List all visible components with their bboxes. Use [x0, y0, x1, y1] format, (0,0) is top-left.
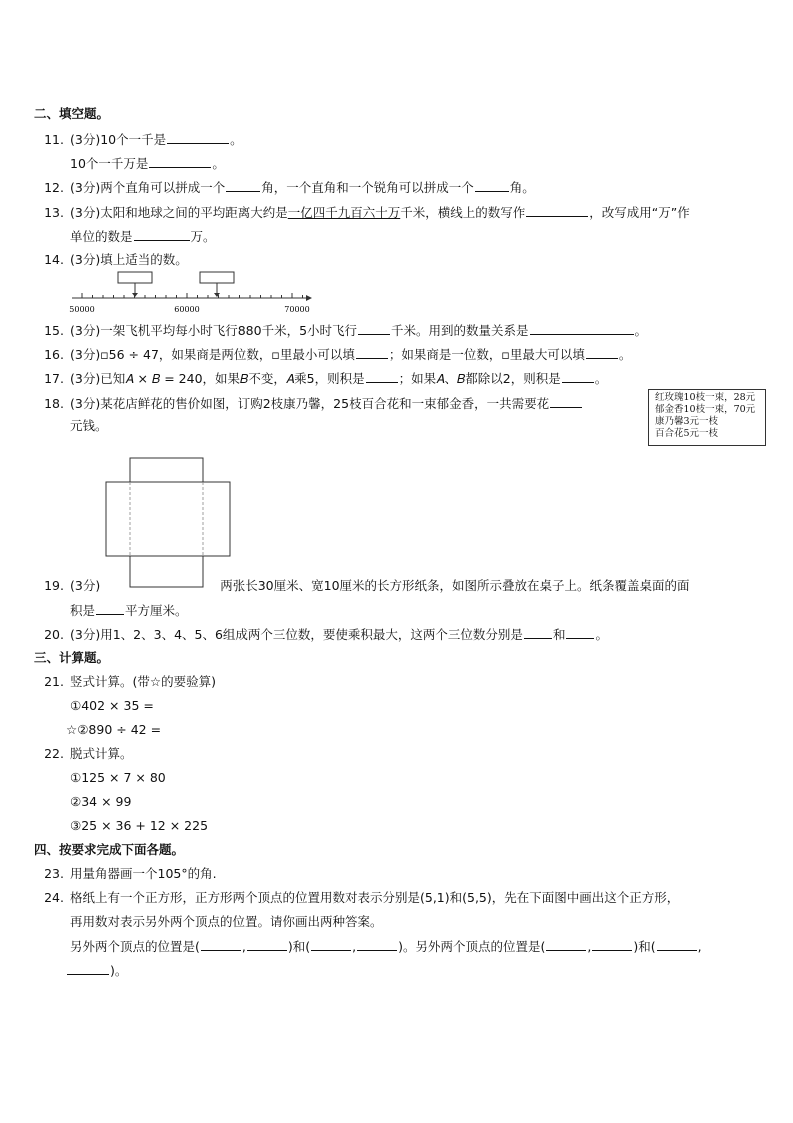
horizontal-paper-strip	[106, 482, 230, 556]
question-11-line2: 10个一千万是 。	[70, 156, 225, 171]
question-12: 12. (3分)两个直角可以拼成一个 角，一个直角和一个锐角可以拼成一个 角。	[44, 180, 535, 195]
price-item: 康乃馨3元一枝	[655, 416, 719, 427]
question-11: 11. (3分)10个一千是 。	[44, 132, 243, 147]
price-item: 百合花5元一枝	[655, 428, 719, 439]
answer-blank[interactable]	[566, 626, 594, 639]
number-line-answer-box-2[interactable]	[200, 272, 234, 283]
answer-blank[interactable]	[67, 962, 109, 975]
calc-item: ☆②890 ÷ 42 =	[66, 722, 162, 737]
answer-blank[interactable]	[358, 322, 390, 335]
number-line-figure	[60, 268, 320, 318]
price-item: 郁金香10枝一束，70元	[655, 404, 756, 415]
question-24-line4: )。	[66, 962, 127, 979]
answer-blank[interactable]	[226, 179, 260, 192]
question-14: 14. (3分)填上适当的数。	[44, 252, 188, 267]
question-24-line3: 另外两个顶点的位置是( , )和( , )。另外两个顶点的位置是( , )和( ,	[70, 939, 702, 954]
question-15: 15. (3分)一架飞机平均每小时飞行880千米，5小时飞行 千米。用到的数量关系是 。	[44, 323, 648, 338]
price-item: 红玫瑰10枝一束，28元	[655, 392, 756, 403]
question-20: 20. (3分)用1、2、3、4、5、6组成两个三位数，要使乘积最大，这两个三位数分别是 和 。	[44, 627, 608, 642]
question-13: 13. (3分)太阳和地球之间的平均距离大约是一亿四千九百六十万千米，横线上的数写作 ，改写成用“万”作	[44, 205, 690, 220]
question-13-line2: 单位的数是 万。	[70, 229, 216, 244]
question-19: 19. (3分) 两张长30厘米、宽10厘米的长方形纸条，如图所示叠放在桌子上。纸条覆盖桌面的面	[44, 578, 690, 593]
question-24-line2: 再用数对表示另外两个顶点的位置。请你画出两种答案。	[70, 914, 383, 929]
pointer-arrow-head	[214, 293, 220, 297]
answer-blank[interactable]	[134, 228, 190, 241]
answer-blank[interactable]	[201, 938, 241, 951]
question-18: 18. (3分)某花店鲜花的售价如图，订购2枝康乃馨，25枝百合花和一束郁金香，一共需要花	[34, 395, 583, 412]
answer-blank[interactable]	[530, 322, 634, 335]
question-24: 24. 格纸上有一个正方形，正方形两个顶点的位置用数对表示分别是(5,1)和(5,5)，先在下面图中画出这个正方形，	[44, 890, 680, 905]
question-23: 23. 用量角器画一个105°的角.	[44, 866, 217, 881]
answer-blank[interactable]	[586, 346, 618, 359]
answer-blank[interactable]	[562, 370, 594, 383]
answer-blank[interactable]	[475, 179, 509, 192]
question-18-line2: 元钱。	[70, 418, 108, 433]
answer-blank[interactable]	[546, 938, 586, 951]
tick-label-60000: 60000	[174, 305, 200, 314]
number-line-ticks	[82, 293, 303, 298]
answer-blank[interactable]	[366, 370, 398, 383]
section-fill-blank-title: 二、填空题。	[34, 106, 110, 121]
answer-blank[interactable]	[356, 346, 388, 359]
tick-label-50000: 50000	[69, 305, 95, 314]
answer-blank[interactable]	[550, 395, 582, 408]
number-line-answer-box-1[interactable]	[118, 272, 152, 283]
answer-blank[interactable]	[524, 626, 552, 639]
calc-item: ①402 × 35 =	[70, 698, 154, 713]
section-calculation-title: 三、计算题。	[34, 650, 110, 665]
calc-item: ②34 × 99	[70, 794, 132, 809]
overlapping-paper-strips-figure	[105, 457, 233, 589]
calc-item: ①125 × 7 × 80	[70, 770, 166, 785]
calc-item: ③25 × 36 + 12 × 225	[70, 818, 209, 833]
answer-blank[interactable]	[657, 938, 697, 951]
number-line-arrow	[306, 295, 312, 301]
answer-blank[interactable]	[526, 204, 588, 217]
answer-blank[interactable]	[96, 602, 124, 615]
answer-blank[interactable]	[357, 938, 397, 951]
question-19-line2: 积是 平方厘米。	[70, 603, 188, 618]
section-operation-title: 四、按要求完成下面各题。	[34, 842, 185, 857]
question-21: 21. 竖式计算。(带☆的要验算)	[44, 674, 216, 689]
question-17: 17. (3分)已知𝐴 × 𝐵 = 240，如果𝐵不变，𝐴乘5，则积是 ；如果𝐴、𝐵都除以2，则积是 。	[44, 371, 608, 386]
answer-blank[interactable]	[592, 938, 632, 951]
answer-blank[interactable]	[149, 155, 211, 168]
answer-blank[interactable]	[311, 938, 351, 951]
question-16: 16. (3分)▫56 ÷ 47，如果商是两位数，▫里最小可以填 ；如果商是一位数，▫里最大可以填 。	[44, 347, 632, 362]
answer-blank[interactable]	[247, 938, 287, 951]
tick-label-70000: 70000	[284, 305, 310, 314]
question-22: 22. 脱式计算。	[44, 746, 133, 761]
flower-price-list	[648, 389, 766, 446]
answer-blank[interactable]	[167, 131, 229, 144]
